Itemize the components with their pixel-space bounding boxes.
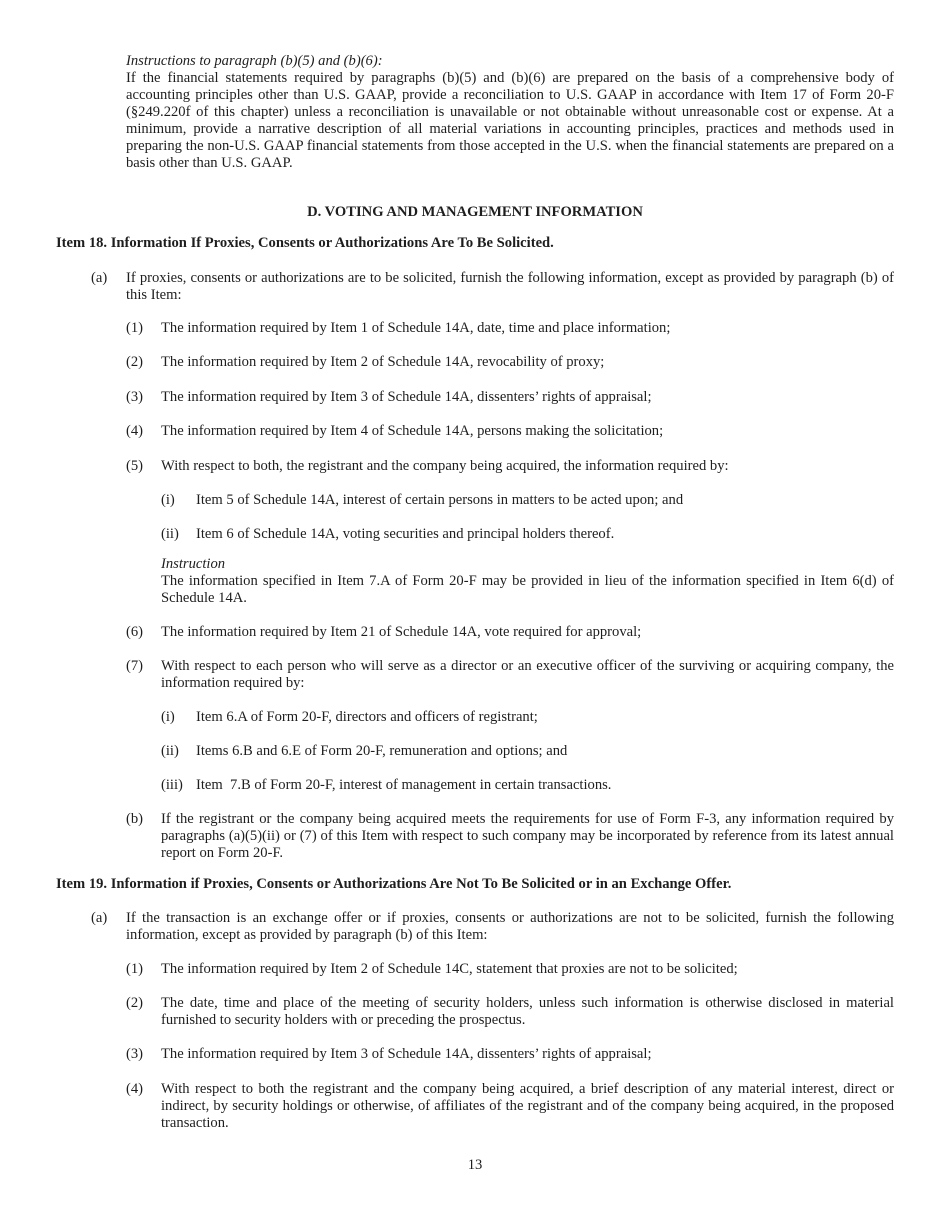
instructions-text: If the financial statements required by paragraphs (b)(5) and (b)(6) are prepared on the basis of a comprehensive body of accounting principles other than U.S. GAAP, provide a reconciliation to U.S. GAAP in accordance with Item 17 of Form 20-F (§249.220f of this chapter) unless a reconciliation is unavailable or not obtainable without unreasonable cost or expense. At a minimum, provide a narrative description of all material variations in accounting principles, practices and methods used in preparing the non-U.S. GAAP financial statements from those accepted in the U.S. when the financial statements are prepared on a basis other than U.S. GAAP. bbox=[126, 70, 894, 171]
item18-7-i-text: Item 6.A of Form 20-F, directors and officers of registrant; bbox=[196, 709, 538, 725]
item19-a-label: (a) bbox=[91, 910, 108, 926]
item18-5-label: (5) bbox=[126, 458, 144, 474]
instruction-heading: Instruction bbox=[161, 556, 226, 572]
item18-a-text: If proxies, consents or authorizations are to be solicited, furnish the following information, except as provided by paragraph (b) of this Item: bbox=[126, 270, 894, 303]
item18-2-label: (2) bbox=[126, 354, 144, 370]
item18-6-text: The information required by Item 21 of Schedule 14A, vote required for approval; bbox=[161, 624, 642, 640]
item18-6-label: (6) bbox=[126, 624, 144, 640]
item18-4-label: (4) bbox=[126, 423, 144, 439]
page-number: 13 bbox=[467, 1157, 483, 1173]
item19-1-label: (1) bbox=[126, 961, 144, 977]
item18-7-label: (7) bbox=[126, 658, 144, 674]
item19-2-label: (2) bbox=[126, 995, 144, 1011]
item18-3-label: (3) bbox=[126, 389, 144, 405]
item18-7-iii-label: (iii) bbox=[161, 777, 183, 793]
item18-b-text: If the registrant or the company being acquired meets the requirements for use of Form F-3, any information required by paragraphs (a)(5)(ii) or (7) of this Item with respect to such company may be incorporated by reference from its latest annual report on Form 20-F. bbox=[161, 811, 894, 861]
item18-b-label: (b) bbox=[126, 811, 144, 827]
item19-4-label: (4) bbox=[126, 1081, 144, 1097]
item19-3-text: The information required by Item 3 of Schedule 14A, dissenters’ rights of appraisal; bbox=[161, 1046, 652, 1062]
item18-1-text: The information required by Item 1 of Schedule 14A, date, time and place information; bbox=[161, 320, 671, 336]
instructions-heading: Instructions to paragraph (b)(5) and (b)(6): bbox=[126, 53, 383, 69]
item19-4-text: With respect to both the registrant and the company being acquired, a brief description of any material interest, direct or indirect, by security holdings or otherwise, of affiliates of the registrant and of the company being acquired, in the proposed transaction. bbox=[161, 1081, 894, 1131]
item18-2-text: The information required by Item 2 of Schedule 14A, revocability of proxy; bbox=[161, 354, 605, 370]
item19-1-text: The information required by Item 2 of Schedule 14C, statement that proxies are not to be solicited; bbox=[161, 961, 738, 977]
item18-title: Item 18. Information If Proxies, Consents or Authorizations Are To Be Solicited. bbox=[56, 235, 554, 251]
item19-3-label: (3) bbox=[126, 1046, 144, 1062]
item18-3-text: The information required by Item 3 of Schedule 14A, dissenters’ rights of appraisal; bbox=[161, 389, 652, 405]
item18-5-ii-label: (ii) bbox=[161, 526, 179, 542]
item18-5-i-text: Item 5 of Schedule 14A, interest of certain persons in matters to be acted upon; and bbox=[196, 492, 684, 508]
section-title: D. VOTING AND MANAGEMENT INFORMATION bbox=[307, 204, 643, 220]
item19-2-text: The date, time and place of the meeting of security holders, unless such information is otherwise disclosed in material furnished to security holders with or preceding the prospectus. bbox=[161, 995, 894, 1028]
item18-7-iii-text: Item 7.B of Form 20-F, interest of management in certain transactions. bbox=[196, 777, 612, 793]
instruction-text: The information specified in Item 7.A of Form 20-F may be provided in lieu of the information specified in Item 6(d) of Schedule 14A. bbox=[161, 573, 894, 606]
item19-a-text: If the transaction is an exchange offer or if proxies, consents or authorizations are not to be solicited, furnish the following information, except as provided by paragraph (b) of this Item: bbox=[126, 910, 894, 943]
item18-7-ii-label: (ii) bbox=[161, 743, 179, 759]
item18-5-i-label: (i) bbox=[161, 492, 175, 508]
item18-5-ii-text: Item 6 of Schedule 14A, voting securities and principal holders thereof. bbox=[196, 526, 615, 542]
item19-title: Item 19. Information if Proxies, Consents or Authorizations Are Not To Be Solicited or in an Exchange Offer. bbox=[56, 876, 732, 892]
item18-a-label: (a) bbox=[91, 270, 108, 286]
item18-7-i-label: (i) bbox=[161, 709, 175, 725]
item18-4-text: The information required by Item 4 of Schedule 14A, persons making the solicitation; bbox=[161, 423, 664, 439]
item18-5-text: With respect to both, the registrant and the company being acquired, the information required by: bbox=[161, 458, 729, 474]
item18-7-text: With respect to each person who will serve as a director or an executive officer of the surviving or acquiring company, the information required by: bbox=[161, 658, 894, 691]
item18-1-label: (1) bbox=[126, 320, 144, 336]
item18-7-ii-text: Items 6.B and 6.E of Form 20-F, remuneration and options; and bbox=[196, 743, 568, 759]
